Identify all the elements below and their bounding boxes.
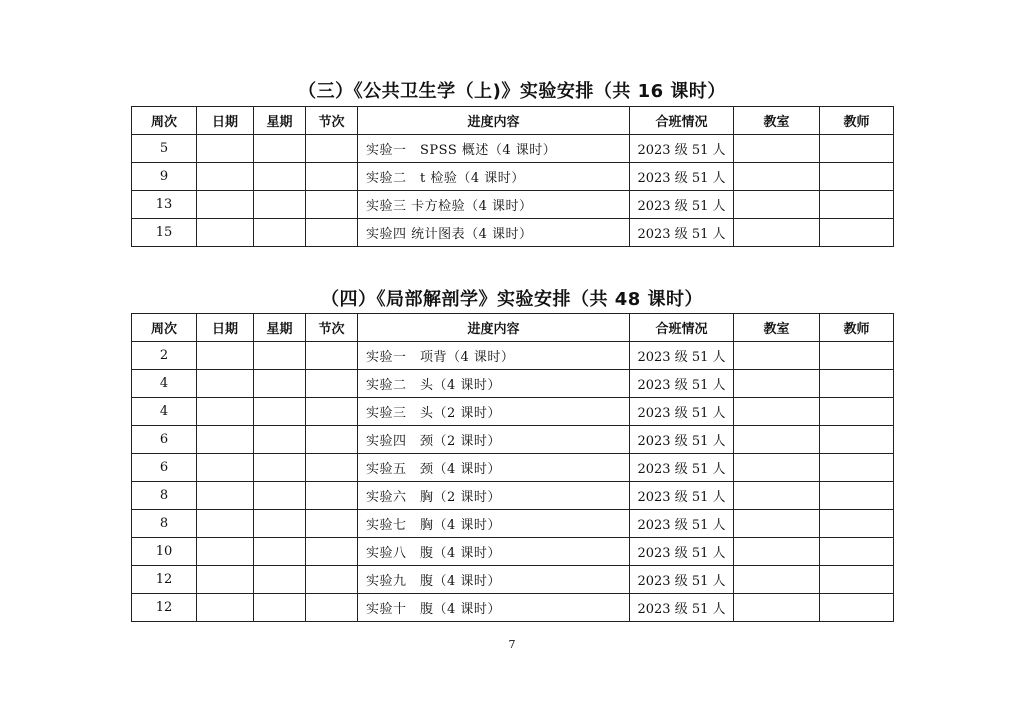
content-cell: 实验九 腹（4 课时） [358,566,630,594]
column-header: 星期 [254,314,306,342]
room-cell [734,370,820,398]
period-cell [306,370,358,398]
weekday-cell [254,370,306,398]
content-cell: 实验二 t 检验（4 课时） [358,163,630,191]
column-header: 节次 [306,107,358,135]
content-cell: 实验一 项背（4 课时） [358,342,630,370]
column-header: 节次 [306,314,358,342]
date-cell [197,426,254,454]
table-row [132,510,894,538]
date-cell [197,510,254,538]
teacher-cell [820,426,894,454]
weekday-cell [254,538,306,566]
schedule-table-local-anatomy [131,313,894,622]
weekday-cell [254,594,306,622]
room-cell [734,454,820,482]
date-cell [197,135,254,163]
column-header: 合班情况 [630,107,734,135]
teacher-cell [820,566,894,594]
teacher-cell [820,454,894,482]
content-cell: 实验七 胸（4 课时） [358,510,630,538]
weekday-cell [254,191,306,219]
column-header: 教师 [820,107,894,135]
week-cell: 4 [132,398,197,426]
weekday-cell [254,566,306,594]
section-title-public-health: （三）《公共卫生学（上)》实验安排（共 16 课时） [298,81,726,102]
table-row [132,454,894,482]
teacher-cell [820,163,894,191]
class-cell: 2023 级 51 人 [630,191,734,219]
class-cell: 2023 级 51 人 [630,594,734,622]
teacher-cell [820,135,894,163]
content-cell: 实验五 颈（4 课时） [358,454,630,482]
column-header: 进度内容 [358,107,630,135]
table-row [132,370,894,398]
teacher-cell [820,370,894,398]
period-cell [306,454,358,482]
teacher-cell [820,219,894,247]
table-header-row [132,107,894,135]
class-cell: 2023 级 51 人 [630,398,734,426]
column-header: 合班情况 [630,314,734,342]
room-cell [734,482,820,510]
date-cell [197,191,254,219]
teacher-cell [820,342,894,370]
date-cell [197,566,254,594]
class-cell: 2023 级 51 人 [630,510,734,538]
column-header: 教室 [734,314,820,342]
date-cell [197,370,254,398]
class-cell: 2023 级 51 人 [630,370,734,398]
date-cell [197,219,254,247]
teacher-cell [820,191,894,219]
period-cell [306,566,358,594]
class-cell: 2023 级 51 人 [630,135,734,163]
room-cell [734,594,820,622]
weekday-cell [254,510,306,538]
period-cell [306,163,358,191]
date-cell [197,163,254,191]
column-header: 周次 [132,107,197,135]
period-cell [306,191,358,219]
class-cell: 2023 级 51 人 [630,482,734,510]
period-cell [306,398,358,426]
table-row [132,482,894,510]
period-cell [306,482,358,510]
content-cell: 实验一 SPSS 概述（4 课时） [358,135,630,163]
table-row [132,538,894,566]
class-cell: 2023 级 51 人 [630,426,734,454]
class-cell: 2023 级 51 人 [630,454,734,482]
week-cell: 8 [132,482,197,510]
class-cell: 2023 级 51 人 [630,566,734,594]
weekday-cell [254,398,306,426]
room-cell [734,398,820,426]
date-cell [197,538,254,566]
week-cell: 4 [132,370,197,398]
column-header: 周次 [132,314,197,342]
room-cell [734,510,820,538]
table-row [132,426,894,454]
teacher-cell [820,594,894,622]
table-row [132,594,894,622]
table-row [132,191,894,219]
week-cell: 8 [132,510,197,538]
content-cell: 实验八 腹（4 课时） [358,538,630,566]
content-cell: 实验六 胸（2 课时） [358,482,630,510]
room-cell [734,135,820,163]
section-title-local-anatomy: （四）《局部解剖学》实验安排（共 48 课时） [320,289,704,310]
teacher-cell [820,482,894,510]
table-header-row [132,314,894,342]
weekday-cell [254,342,306,370]
weekday-cell [254,482,306,510]
content-cell: 实验四 统计图表（4 课时） [358,219,630,247]
table-row [132,163,894,191]
date-cell [197,342,254,370]
column-header: 日期 [197,107,254,135]
week-cell: 6 [132,454,197,482]
content-cell: 实验三 头（2 课时） [358,398,630,426]
period-cell [306,135,358,163]
column-header: 星期 [254,107,306,135]
period-cell [306,594,358,622]
room-cell [734,219,820,247]
week-cell: 10 [132,538,197,566]
date-cell [197,594,254,622]
period-cell [306,426,358,454]
class-cell: 2023 级 51 人 [630,163,734,191]
weekday-cell [254,163,306,191]
week-cell: 5 [132,135,197,163]
room-cell [734,163,820,191]
weekday-cell [254,426,306,454]
room-cell [734,538,820,566]
room-cell [734,342,820,370]
content-cell: 实验四 颈（2 课时） [358,426,630,454]
table-row [132,398,894,426]
period-cell [306,510,358,538]
week-cell: 13 [132,191,197,219]
page-number: 7 [508,638,516,651]
week-cell: 2 [132,342,197,370]
teacher-cell [820,398,894,426]
date-cell [197,482,254,510]
class-cell: 2023 级 51 人 [630,219,734,247]
table-row [132,135,894,163]
date-cell [197,454,254,482]
room-cell [734,426,820,454]
class-cell: 2023 级 51 人 [630,538,734,566]
column-header: 教室 [734,107,820,135]
content-cell: 实验三 卡方检验（4 课时） [358,191,630,219]
class-cell: 2023 级 51 人 [630,342,734,370]
period-cell [306,219,358,247]
weekday-cell [254,454,306,482]
week-cell: 15 [132,219,197,247]
table-row [132,219,894,247]
weekday-cell [254,219,306,247]
room-cell [734,191,820,219]
period-cell [306,538,358,566]
week-cell: 12 [132,594,197,622]
column-header: 进度内容 [358,314,630,342]
week-cell: 12 [132,566,197,594]
weekday-cell [254,135,306,163]
teacher-cell [820,510,894,538]
room-cell [734,566,820,594]
column-header: 日期 [197,314,254,342]
content-cell: 实验二 头（4 课时） [358,370,630,398]
period-cell [306,342,358,370]
schedule-table-public-health [131,106,894,247]
column-header: 教师 [820,314,894,342]
table-row [132,566,894,594]
week-cell: 6 [132,426,197,454]
content-cell: 实验十 腹（4 课时） [358,594,630,622]
table-row [132,342,894,370]
teacher-cell [820,538,894,566]
date-cell [197,398,254,426]
week-cell: 9 [132,163,197,191]
